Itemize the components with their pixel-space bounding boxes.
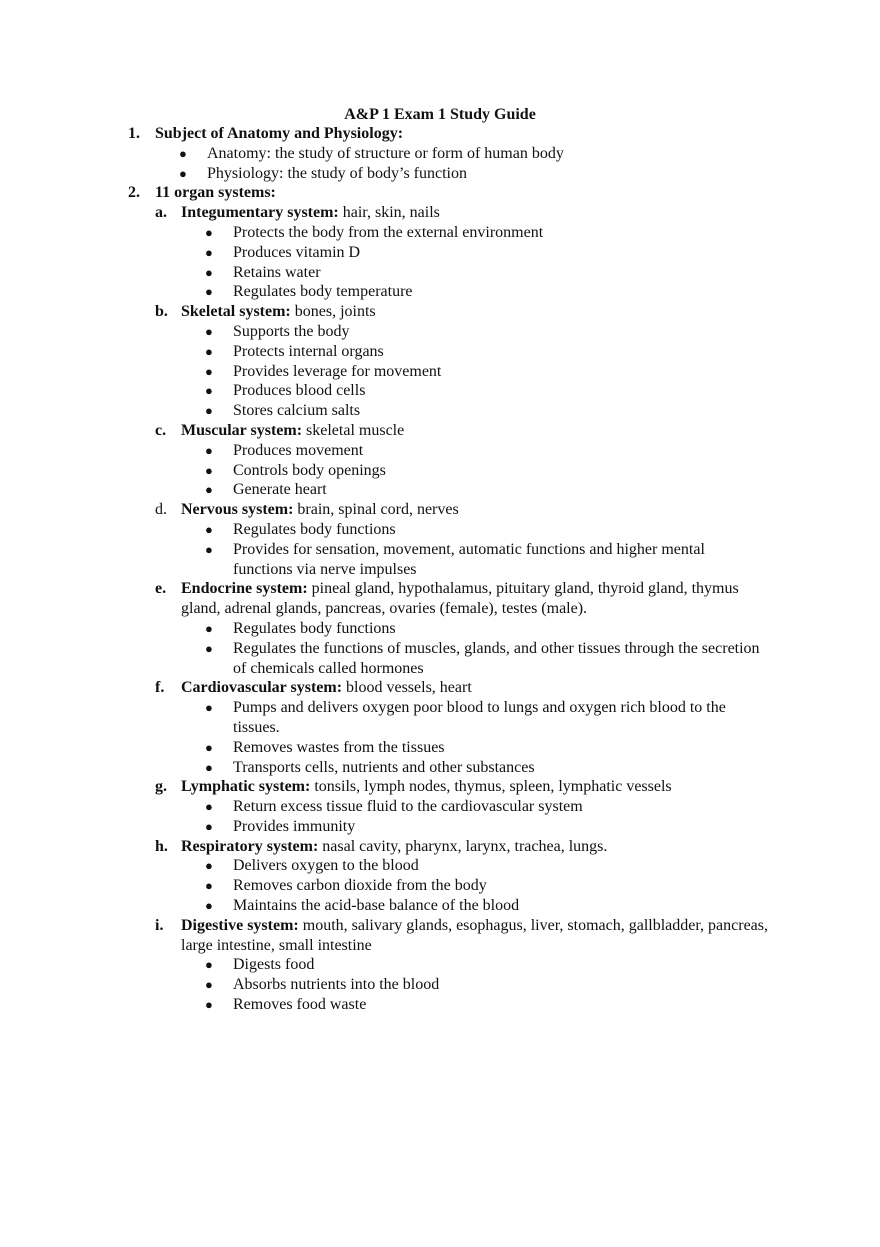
section-heading: Subject of Anatomy and Physiology: xyxy=(155,125,404,142)
system-name: Digestive system: xyxy=(181,916,299,934)
bullet-icon: ● xyxy=(205,244,213,260)
system-description xyxy=(181,421,768,441)
bullet-item xyxy=(128,144,768,164)
organ-system-entry xyxy=(128,916,768,956)
system-description xyxy=(181,916,768,956)
system-organs: blood vessels, heart xyxy=(342,679,472,697)
bullet-item xyxy=(128,639,768,679)
bullet-icon: ● xyxy=(205,878,213,894)
bullet-icon: ● xyxy=(205,363,213,379)
bullet-item xyxy=(128,520,768,540)
system-letter: f. xyxy=(155,679,165,697)
bullet-item xyxy=(128,758,768,778)
organ-systems-list xyxy=(128,203,768,1015)
system-name: Lymphatic system: xyxy=(181,778,311,796)
section-number: 1. xyxy=(128,125,140,142)
bullet-text: Supports the body xyxy=(233,322,350,340)
bullet-icon: ● xyxy=(205,799,213,815)
system-description xyxy=(181,777,768,797)
study-guide-content xyxy=(128,124,768,1015)
section-2-heading xyxy=(128,183,768,203)
system-organs: mouth, salivary glands, esophagus, liver, stomach, gallbladder, pancreas, large intestine, small intestine xyxy=(181,916,769,954)
bullet-item xyxy=(128,401,768,421)
bullet-icon: ● xyxy=(205,739,213,755)
organ-system-entry xyxy=(128,421,768,441)
bullet-item xyxy=(128,817,768,837)
system-description xyxy=(181,302,768,322)
bullet-icon: ● xyxy=(205,521,213,537)
bullet-item xyxy=(128,995,768,1015)
system-organs: bones, joints xyxy=(290,303,376,321)
bullet-item xyxy=(128,381,768,401)
bullet-item xyxy=(128,876,768,896)
bullet-text: Retains water xyxy=(233,263,321,281)
bullet-icon: ● xyxy=(205,759,213,775)
bullet-icon: ● xyxy=(205,323,213,339)
system-organs: nasal cavity, pharynx, larynx, trachea, lungs. xyxy=(318,837,608,855)
bullet-icon: ● xyxy=(179,145,187,161)
bullet-text: Return excess tissue fluid to the cardiovascular system xyxy=(233,798,583,816)
system-name: Cardiovascular system: xyxy=(181,679,343,697)
organ-system-entry xyxy=(128,837,768,857)
bullet-item xyxy=(128,896,768,916)
bullet-icon: ● xyxy=(205,541,213,557)
bullet-icon: ● xyxy=(205,640,213,656)
system-description xyxy=(181,678,768,698)
bullet-item xyxy=(128,480,768,500)
bullet-text: Regulates body functions xyxy=(233,520,396,538)
bullet-text: Regulates body temperature xyxy=(233,283,413,301)
bullet-text: Controls body openings xyxy=(233,461,386,479)
system-letter: i. xyxy=(155,916,164,934)
bullet-icon: ● xyxy=(205,997,213,1013)
system-description xyxy=(181,500,768,520)
bullet-item xyxy=(128,322,768,342)
system-name: Integumentary system: xyxy=(181,204,339,222)
bullet-text: Produces vitamin D xyxy=(233,243,361,261)
bullet-item xyxy=(128,619,768,639)
bullet-item xyxy=(128,243,768,263)
bullet-icon: ● xyxy=(205,818,213,834)
system-description xyxy=(181,837,768,857)
bullet-item xyxy=(128,797,768,817)
bullet-item xyxy=(128,282,768,302)
bullet-item xyxy=(128,540,768,580)
system-letter: d. xyxy=(155,501,167,519)
bullet-icon: ● xyxy=(205,620,213,636)
bullet-text: Absorbs nutrients into the blood xyxy=(233,976,440,994)
bullet-text: Produces movement xyxy=(233,441,364,459)
bullet-item xyxy=(128,223,768,243)
bullet-icon: ● xyxy=(205,977,213,993)
bullet-icon: ● xyxy=(205,898,213,914)
bullet-item xyxy=(128,975,768,995)
bullet-item xyxy=(128,955,768,975)
system-organs: brain, spinal cord, nerves xyxy=(293,501,459,519)
system-description xyxy=(181,203,768,223)
bullet-text: Provides for sensation, movement, automatic functions and higher mental functions via nerve impulses xyxy=(233,540,705,578)
system-letter: g. xyxy=(155,778,167,796)
system-name: Muscular system: xyxy=(181,421,303,439)
bullet-text: Regulates the functions of muscles, glands, and other tissues through the secretion of chemicals called hormones xyxy=(233,639,760,677)
system-organs: tonsils, lymph nodes, thymus, spleen, lymphatic vessels xyxy=(310,778,672,796)
bullet-text: Generate heart xyxy=(233,481,327,499)
bullet-text: Pumps and delivers oxygen poor blood to lungs and oxygen rich blood to the tissues. xyxy=(233,699,726,736)
organ-system-entry xyxy=(128,579,768,619)
section-heading: 11 organ systems: xyxy=(155,184,276,202)
bullet-icon: ● xyxy=(205,957,213,973)
bullet-text: Anatomy: the study of structure or form of human body xyxy=(207,144,564,162)
section-number: 2. xyxy=(128,184,140,202)
bullet-item xyxy=(128,362,768,382)
bullet-text: Maintains the acid-base balance of the blood xyxy=(233,897,520,915)
organ-system-entry xyxy=(128,678,768,698)
bullet-icon: ● xyxy=(205,482,213,498)
bullet-icon: ● xyxy=(205,462,213,478)
bullet-item xyxy=(128,698,768,738)
bullet-text: Protects the body from the external environment xyxy=(233,223,544,241)
system-letter: a. xyxy=(155,204,167,222)
organ-system-entry xyxy=(128,777,768,797)
bullet-icon: ● xyxy=(205,343,213,359)
bullet-text: Digests food xyxy=(233,956,315,974)
system-name: Endocrine system: xyxy=(181,580,308,598)
bullet-text: Removes wastes from the tissues xyxy=(233,738,445,756)
bullet-item xyxy=(128,164,768,184)
bullet-icon: ● xyxy=(205,403,213,419)
bullet-icon: ● xyxy=(205,442,213,458)
bullet-icon: ● xyxy=(205,700,213,716)
system-description xyxy=(181,579,768,619)
organ-system-entry xyxy=(128,203,768,223)
system-name: Respiratory system: xyxy=(181,837,319,855)
bullet-item xyxy=(128,263,768,283)
document-title: A&P 1 Exam 1 Study Guide xyxy=(344,106,536,123)
bullet-item xyxy=(128,441,768,461)
section-1-heading xyxy=(128,124,768,144)
bullet-icon: ● xyxy=(205,858,213,874)
bullet-item xyxy=(128,738,768,758)
system-organs: pineal gland, hypothalamus, pituitary gland, thyroid gland, thymus gland, adrenal glands, pancreas, ovaries (female), testes (male). xyxy=(181,580,739,618)
bullet-text: Removes carbon dioxide from the body xyxy=(233,877,487,895)
bullet-item xyxy=(128,461,768,481)
bullet-text: Transports cells, nutrients and other substances xyxy=(233,758,535,776)
bullet-text: Removes food waste xyxy=(233,996,367,1014)
bullet-item xyxy=(128,342,768,362)
bullet-text: Delivers oxygen to the blood xyxy=(233,857,419,875)
bullet-text: Stores calcium salts xyxy=(233,402,361,420)
system-letter: b. xyxy=(155,303,168,321)
bullet-text: Provides leverage for movement xyxy=(233,362,442,380)
bullet-icon: ● xyxy=(205,224,213,240)
system-name: Nervous system: xyxy=(181,501,294,519)
bullet-text: Provides immunity xyxy=(233,817,356,835)
bullet-text: Produces blood cells xyxy=(233,382,366,400)
bullet-icon: ● xyxy=(205,284,213,300)
bullet-icon: ● xyxy=(179,165,187,181)
system-letter: c. xyxy=(155,421,167,439)
organ-system-entry xyxy=(128,302,768,322)
bullet-item xyxy=(128,856,768,876)
bullet-text: Physiology: the study of body’s function xyxy=(207,164,467,182)
system-name: Skeletal system: xyxy=(181,303,291,321)
system-organs: hair, skin, nails xyxy=(338,204,440,222)
bullet-icon: ● xyxy=(205,264,213,280)
bullet-icon: ● xyxy=(205,383,213,399)
bullet-text: Regulates body functions xyxy=(233,619,396,637)
system-organs: skeletal muscle xyxy=(302,421,405,439)
bullet-text: Protects internal organs xyxy=(233,342,384,360)
organ-system-entry xyxy=(128,500,768,520)
system-letter: e. xyxy=(155,580,167,598)
system-letter: h. xyxy=(155,837,168,855)
